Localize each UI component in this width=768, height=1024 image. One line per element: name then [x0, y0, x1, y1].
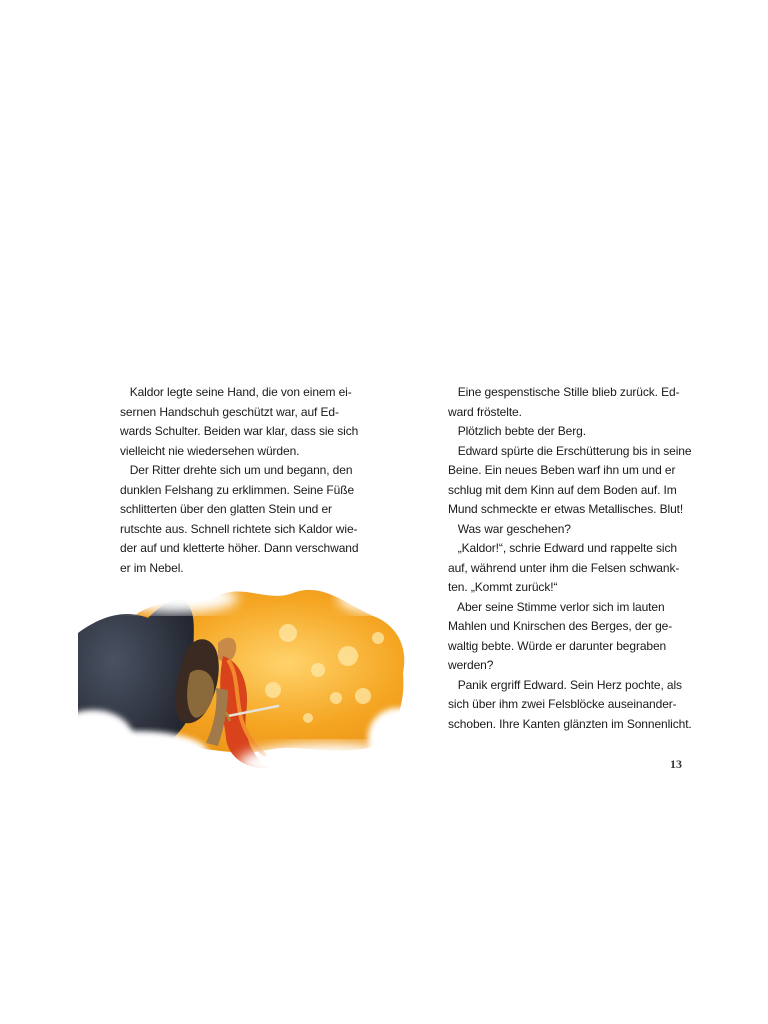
- text-line: Eine gespenstische Stille blieb zurück. Ed-: [448, 385, 680, 399]
- text-line: „Kaldor!“, schrie Edward und rappelte sich: [448, 541, 677, 555]
- text-line: Mund schmeckte er etwas Metallisches. Blut!: [448, 502, 684, 516]
- text-line: sich über ihm zwei Felsblöcke auseinander-: [448, 697, 677, 711]
- text-line: sernen Handschuh geschützt war, auf Ed-: [120, 404, 339, 419]
- text-line: rutschte aus. Schnell richtete sich Kaldor wie-: [120, 521, 358, 536]
- text-line: Kaldor legte seine Hand, die von einem ei-: [120, 385, 352, 399]
- text-line: Panik ergriff Edward. Sein Herz pochte, als: [448, 677, 682, 692]
- text-line: der auf und kletterte höher. Dann verschwand: [120, 541, 359, 555]
- text-line: Plötzlich bebte der Berg.: [448, 424, 586, 438]
- knight-with-sword-illustration: [78, 578, 408, 788]
- text-line: Mahlen und Knirschen des Berges, der ge-: [448, 619, 673, 633]
- text-line: Edward spürte die Erschütterung bis in seine: [448, 443, 692, 458]
- text-line: werden?: [448, 658, 494, 672]
- text-line: dunklen Felshang zu erklimmen. Seine Füße: [120, 482, 355, 497]
- text-line: ten. „Kommt zurück!“: [448, 580, 558, 594]
- text-line: schlug mit dem Kinn auf dem Boden auf. Im: [448, 482, 677, 497]
- text-line: er im Nebel.: [120, 560, 184, 575]
- text-line: auf, während unter ihm die Felsen schwank-: [448, 560, 680, 575]
- text-line: Beine. Ein neues Beben warf ihn um und er: [448, 463, 676, 477]
- text-line: ward fröstelte.: [448, 404, 522, 419]
- text-line: schoben. Ihre Kanten glänzten im Sonnenlicht.: [448, 716, 692, 731]
- text-line: vielleicht nie wiedersehen würden.: [120, 443, 300, 458]
- right-page-text: [448, 383, 692, 734]
- text-line: Aber seine Stimme verlor sich im lauten: [448, 599, 665, 614]
- text-line: schlitterten über den glatten Stein und er: [120, 502, 332, 516]
- page-number: 13: [670, 757, 682, 771]
- text-line: Was war geschehen?: [448, 521, 571, 536]
- left-page-text: [120, 383, 370, 578]
- text-line: waltig bebte. Würde er darunter begraben: [448, 638, 667, 653]
- text-line: wards Schulter. Beiden war klar, dass sie sich: [120, 424, 359, 438]
- text-line: Der Ritter drehte sich um und begann, den: [120, 463, 353, 477]
